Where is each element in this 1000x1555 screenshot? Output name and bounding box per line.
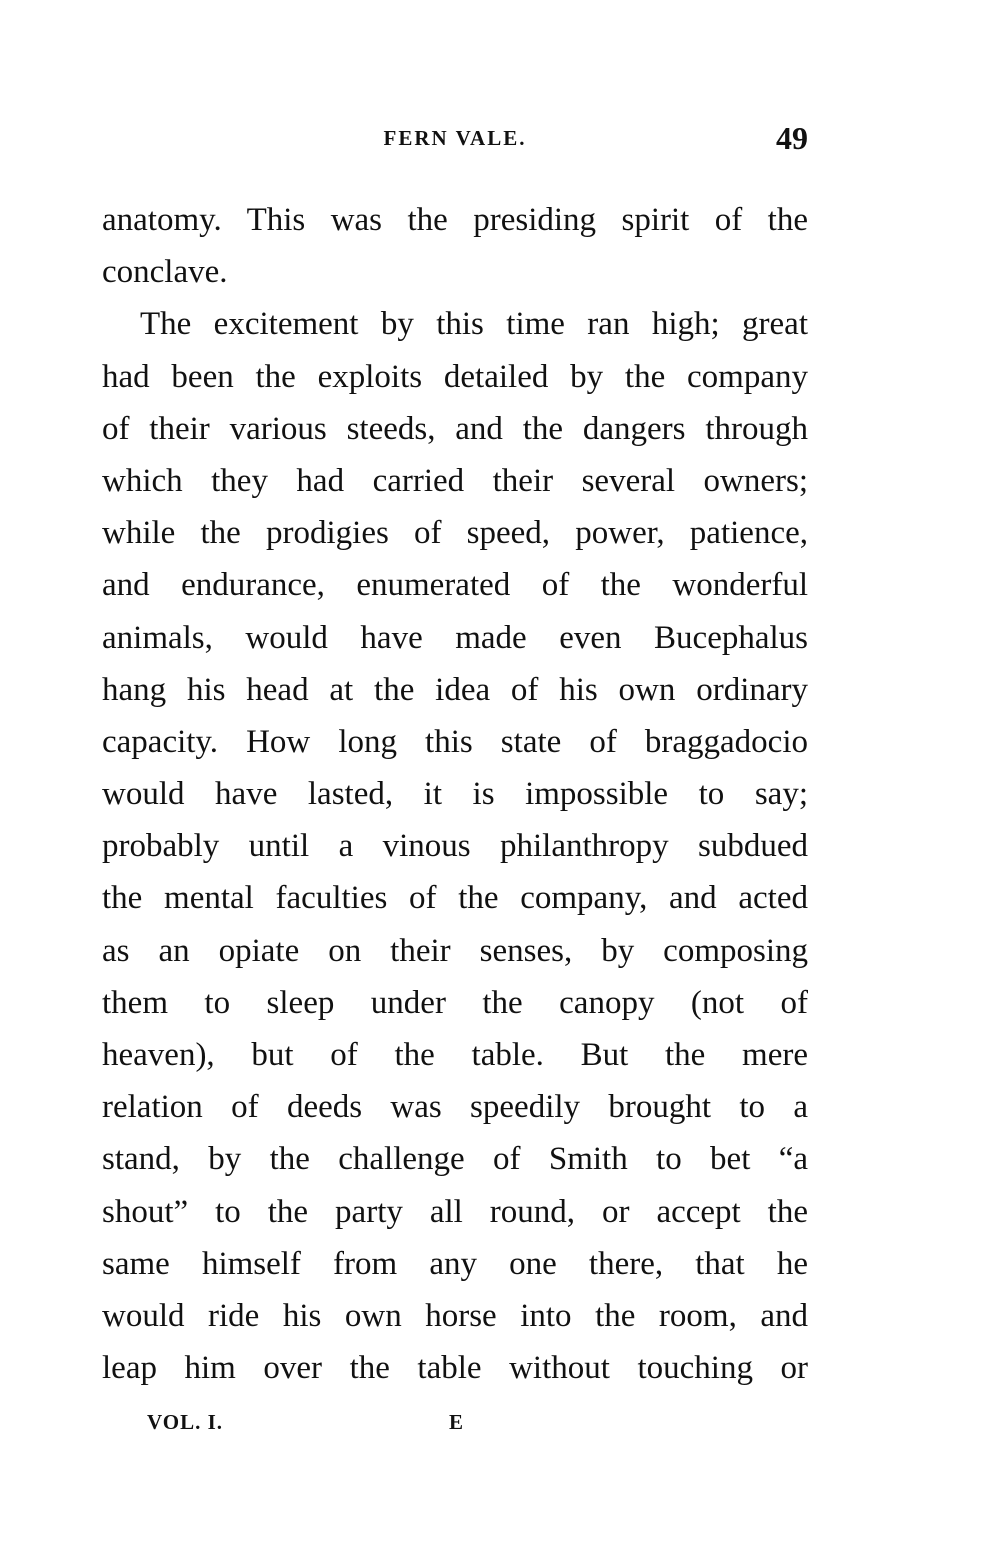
text-line: probably until a vinous philanthropy subdued — [102, 828, 808, 865]
running-head — [102, 120, 808, 160]
page-number: 49 — [776, 120, 808, 156]
text-line: conclave. — [102, 254, 228, 291]
text-line: anatomy. This was the presiding spirit of the — [102, 202, 808, 238]
signature-volume: VOL. I. — [147, 1410, 224, 1434]
text-line: would ride his own horse into the room, and — [102, 1297, 808, 1334]
running-title: FERN VALE. — [383, 126, 527, 150]
signature-mark — [147, 1410, 547, 1446]
text-line: animals, would have made even Bucephalus — [102, 619, 808, 656]
text-line: them to sleep under the canopy (not of — [102, 984, 808, 1021]
text-line: stand, by the challenge of Smith to bet “a — [102, 1141, 808, 1178]
text-line: as an opiate on their senses, by composing — [102, 932, 808, 969]
body-text — [102, 194, 808, 1394]
text-line: of their various steeds, and the dangers through — [102, 410, 808, 447]
text-line: the mental faculties of the company, and acted — [102, 880, 808, 917]
text-line: had been the exploits detailed by the company — [102, 358, 808, 395]
text-line: heaven), but of the table. But the mere — [102, 1037, 808, 1073]
text-line: relation of deeds was speedily brought to a — [102, 1089, 808, 1126]
signature-letter: E — [449, 1410, 465, 1434]
text-line: while the prodigies of speed, power, patience, — [102, 515, 808, 552]
text-line: which they had carried their several owners; — [102, 462, 808, 499]
text-line: would have lasted, it is impossible to say; — [102, 776, 808, 813]
text-line: hang his head at the idea of his own ordinary — [102, 671, 808, 708]
text-line: The excitement by this time ran high; great — [140, 306, 808, 343]
text-line: leap him over the table without touching or — [102, 1350, 808, 1387]
text-line: and endurance, enumerated of the wonderful — [102, 567, 808, 604]
text-line: shout” to the party all round, or accept the — [102, 1193, 808, 1230]
text-line: capacity. How long this state of braggadocio — [102, 723, 808, 760]
text-line: same himself from any one there, that he — [102, 1245, 808, 1282]
